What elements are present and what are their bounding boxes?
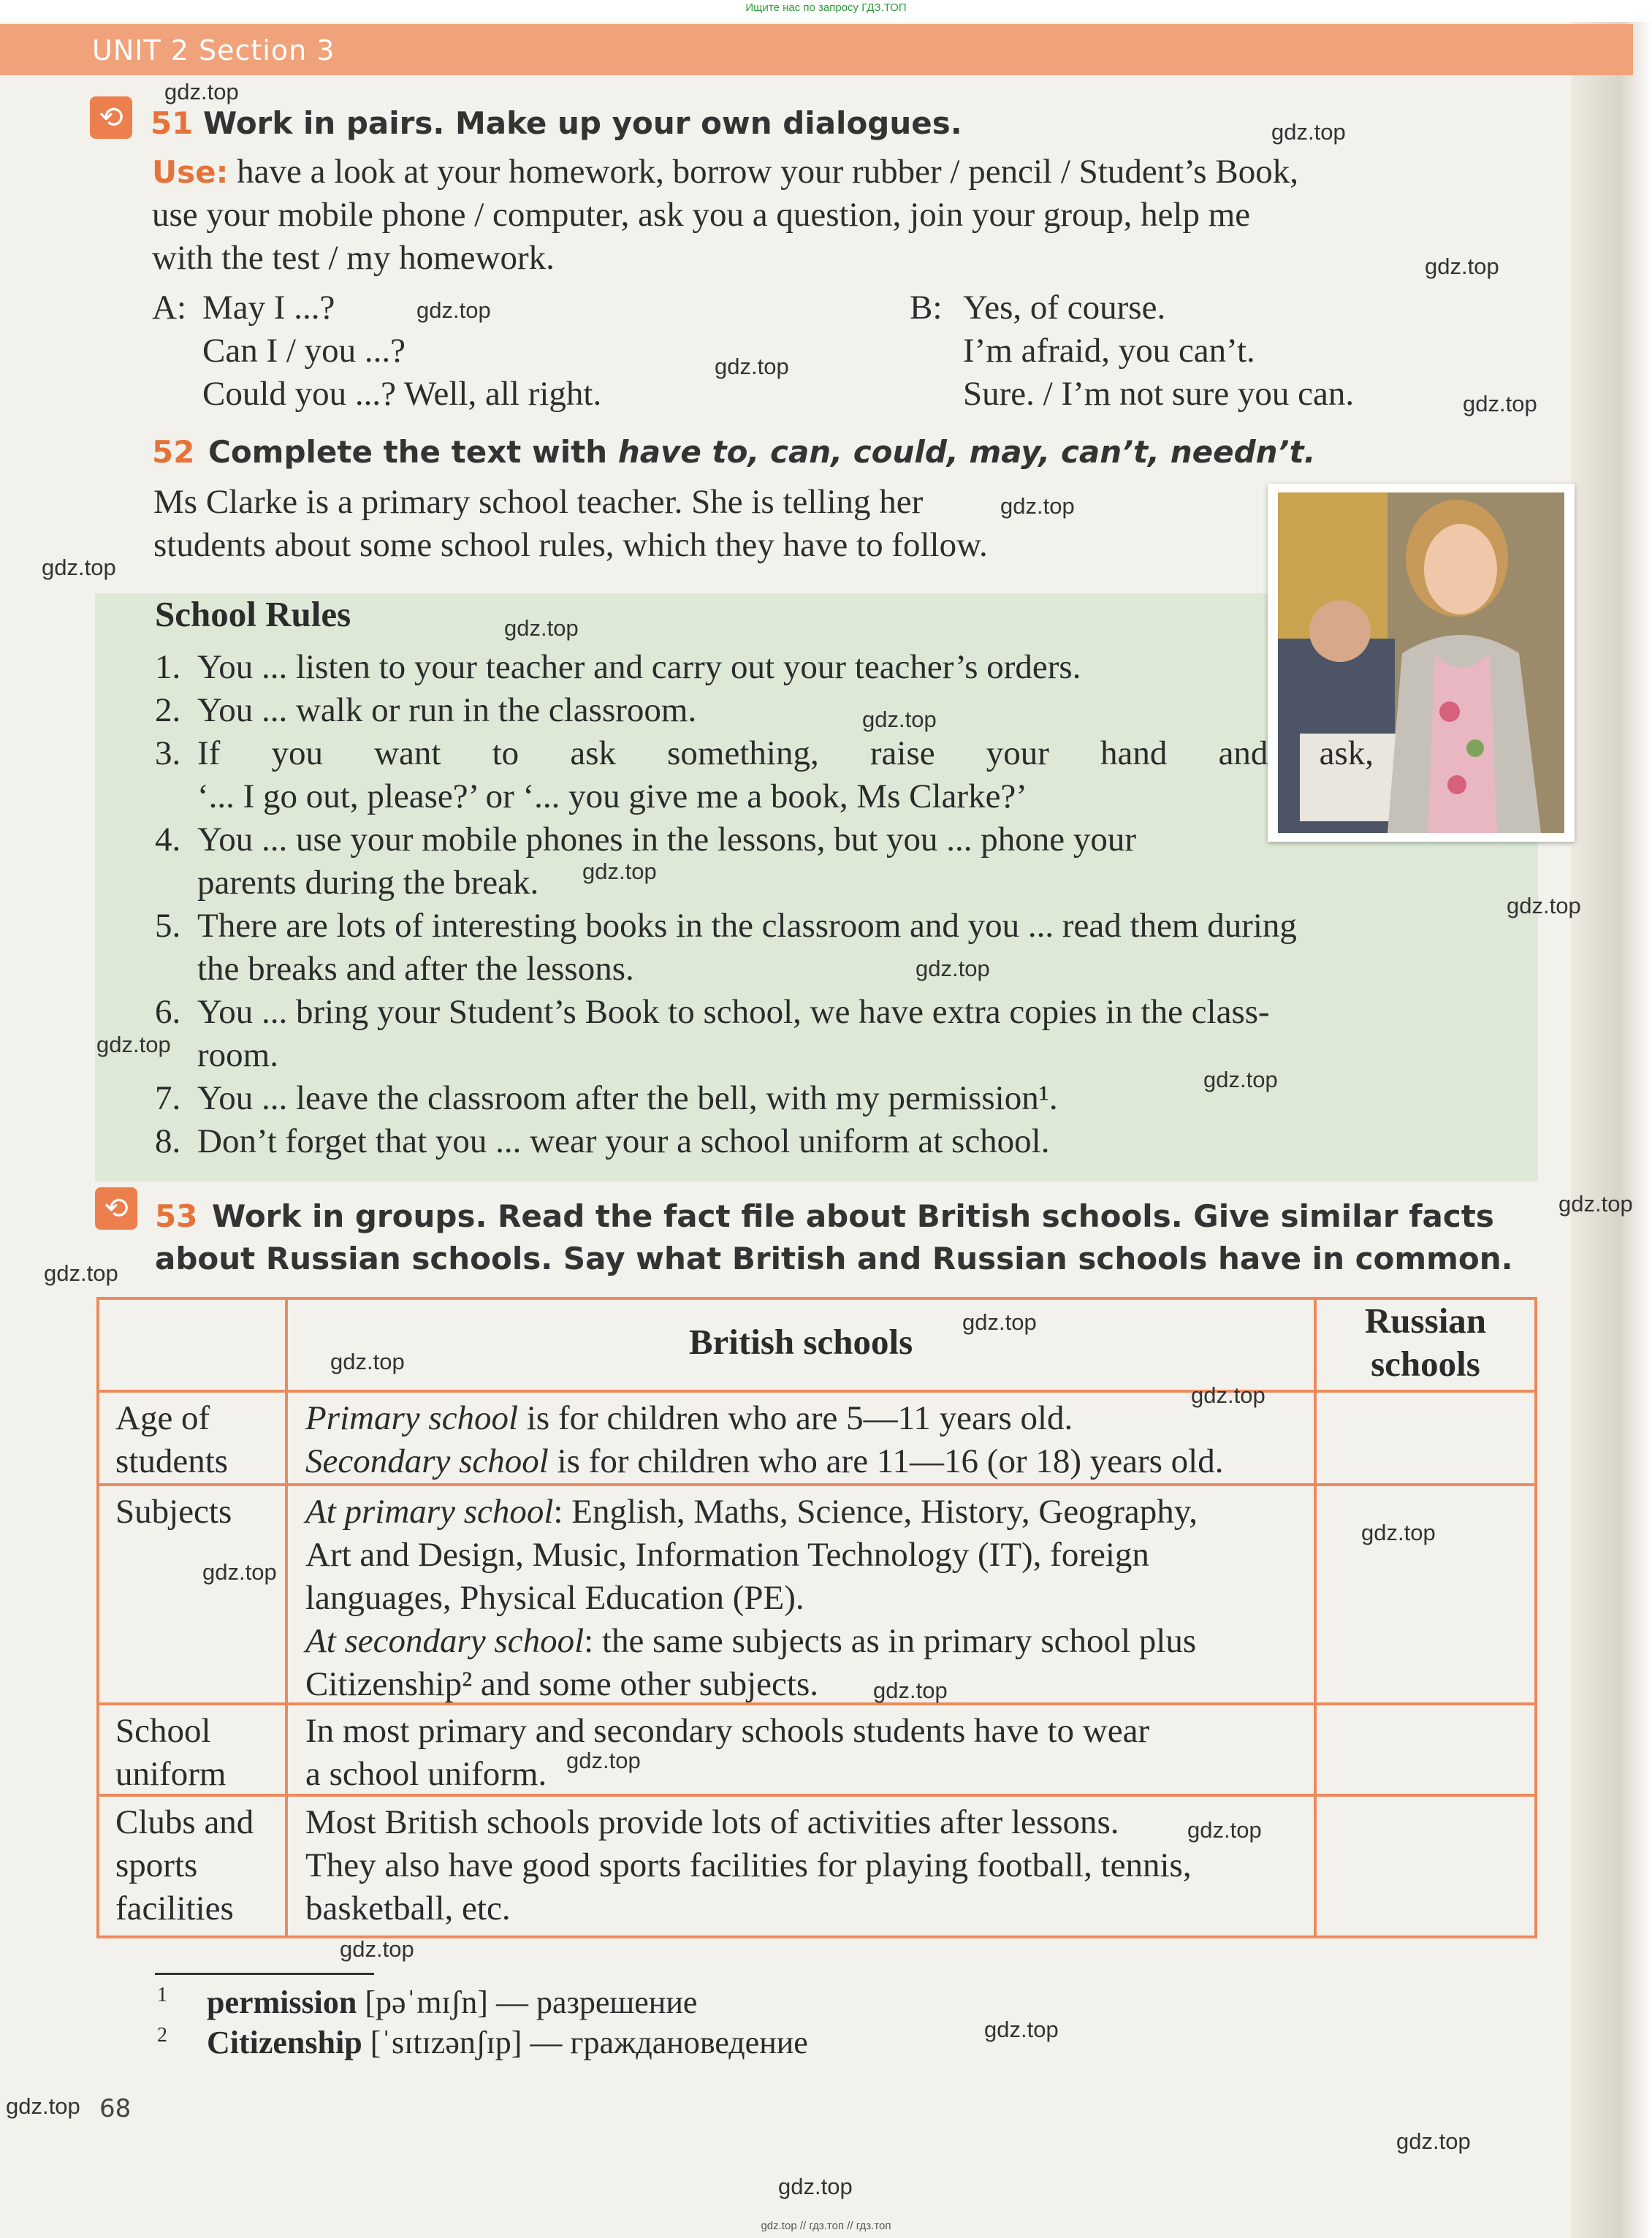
row-content [305,1491,1306,1706]
header-british-schools: British schools [688,1322,913,1362]
row-content-line [305,1753,1306,1796]
school-rule-5 [155,905,1397,948]
row-label [115,1397,228,1483]
rule-text: If you want to ask something, raise your hand and ask, [197,734,1374,772]
row-label-line: facilities [115,1889,234,1927]
rule-text: You ... walk or run in the classroom. [197,691,697,729]
content-text: In most primary and secondary schools students have to wear [305,1712,1150,1750]
row-content-line [305,1887,1306,1930]
italic-term: At secondary school [305,1622,585,1660]
row-label-line: uniform [115,1755,227,1793]
page-gutter-shadow [1571,22,1652,2238]
dialogue-b-lines: Yes, of course. I’m afraid, you can’t. Sure. / I’m not sure you can. [963,289,1355,413]
row-content [305,1397,1306,1483]
rule-text: You ... leave the classroom after the bell, with my permission¹. [197,1079,1058,1117]
row-content-line [305,1534,1306,1577]
watermark: gdz.top [96,1032,171,1057]
watermark: gdz.top [330,1349,405,1374]
rule-text: parents during the break. [197,864,539,902]
rule-number: 4. [155,821,181,859]
exercise-51-title: Work in pairs. Make up your own dialogues. [203,105,962,141]
row-label-line: Clubs and [115,1803,254,1841]
content-text: Art and Design, Music, Information Technology (IT), foreign [305,1536,1149,1574]
rule-text: ‘... I go out, please?’ or ‘... you give me a book, Ms Clarke?’ [197,777,1027,815]
use-line-1: Use: have a look at your homework, borrow your rubber / pencil / Student’s Book, [152,153,1298,191]
row-content-line [305,1844,1306,1887]
italic-term: Secondary school [305,1442,549,1480]
top-note: Ищите нас по запросу ГДЗ.ТОП [745,1,907,14]
watermark: gdz.top [1361,1520,1436,1545]
school-rule-5-cont [155,948,1397,991]
dialogue-a-label: A: [152,289,186,327]
row-content-line [305,1663,1306,1706]
watermark: gdz.top [778,2174,853,2199]
footnote-rule [155,1973,374,1975]
exercise-52-number: 52 [152,434,195,470]
use-line-3: with the test / my homework. [152,239,555,277]
school-rule-4 [155,818,1397,861]
watermark: gdz.top [416,297,491,323]
watermark: gdz.top [6,2093,80,2119]
watermark: gdz.top [1187,1817,1262,1843]
footnote-number: 2 [157,2024,167,2047]
content-text: Most British schools provide lots of activities after lessons. [305,1803,1119,1841]
watermark: gdz.top [1000,493,1075,519]
content-text: They also have good sports facilities for playing football, tennis, [305,1846,1192,1884]
rule-number: 7. [155,1079,181,1117]
exercise-53-title-line-1: Work in groups. Read the fact file about British schools. Give similar facts [212,1198,1494,1234]
row-label-line: Age of [115,1399,210,1437]
group-work-icon: ⟲ [95,1187,137,1230]
row-content-line [305,1397,1306,1440]
watermark: gdz.top [1463,391,1537,416]
table-divider [285,1297,288,1938]
content-text: Citizenship² and some other subjects. [305,1665,818,1703]
rule-text: room. [197,1036,278,1074]
watermark: gdz.top [1396,2128,1471,2154]
watermark: gdz.top [1507,893,1581,918]
rule-number: 1. [155,648,181,686]
row-label [115,1801,254,1930]
exercise-52-title: Complete the text with have to, can, could, may, can’t, needn’t. [208,434,1316,470]
watermark: gdz.top [582,859,657,884]
school-rules-title: School Rules [155,594,351,634]
content-text: is for children who are 11—16 (or 18) years old. [548,1442,1224,1480]
watermark: gdz.top [1191,1382,1265,1408]
content-text: basketball, etc. [305,1889,511,1927]
use-line-2: use your mobile phone / computer, ask you a question, join your group, help me [152,196,1251,234]
exercise-52-intro: Ms Clarke is a primary school teacher. She is telling her students about some school rules, which they have to follow. [153,483,988,564]
watermark: gdz.top [962,1309,1037,1335]
bottom-note: gdz.top // гдз.топ // гдз.топ [761,2220,891,2232]
row-content-line [305,1577,1306,1620]
exercise-53-title-line-2: about Russian schools. Say what British and Russian schools have in common. [155,1241,1513,1276]
watermark: gdz.top [164,79,239,104]
italic-term: At primary school [305,1493,554,1531]
watermark: gdz.top [42,555,116,580]
watermark: gdz.top [916,956,990,981]
footnote-1 [157,1984,697,2021]
watermark: gdz.top [862,707,937,732]
watermark: gdz.top [715,354,789,379]
content-text: a school uniform. [305,1755,547,1793]
footnote-2 [157,2024,808,2061]
exercise-53-number: 53 [155,1198,198,1234]
content-text: : the same subjects as in primary school plus [584,1622,1197,1660]
watermark: gdz.top [340,1936,414,1962]
row-content-line [305,1620,1306,1663]
watermark: gdz.top [1425,254,1499,279]
footnote-word: Citizenship [207,2025,362,2060]
watermark: gdz.top [44,1260,118,1286]
school-rule-8 [155,1120,1397,1163]
content-text: is for children who are 5—11 years old. [518,1399,1073,1437]
row-label [115,1710,226,1796]
rule-number: 8. [155,1122,181,1160]
row-content-line [305,1801,1306,1844]
exercise-51-number: 51 [151,105,194,141]
rule-number: 5. [155,907,181,945]
rule-number: 6. [155,993,181,1031]
content-text: : English, Maths, Science, History, Geography, [553,1493,1198,1531]
footnote-definition: [ˈsɪtɪzənʃɪp] — граждановедение [362,2025,808,2060]
table-divider [1314,1297,1317,1938]
row-content-line [305,1440,1306,1483]
watermark: gdz.top [504,615,579,641]
footnote-definition: [pəˈmɪʃn] — разрешение [357,1984,698,2020]
watermark: gdz.top [1271,119,1346,145]
footnote-number: 1 [157,1984,167,2006]
rule-text: You ... listen to your teacher and carry out your teacher’s orders. [197,648,1081,686]
row-content [305,1801,1306,1930]
watermark: gdz.top [1558,1191,1633,1217]
rule-text: You ... bring your Student’s Book to school, we have extra copies in the class- [197,993,1270,1031]
footnote-word: permission [207,1984,357,2020]
dialogue-a-lines: May I ...? Can I / you ...? Could you ...? Well, all right. [202,289,602,413]
watermark: gdz.top [1203,1067,1278,1092]
school-rule-3 [155,732,1397,775]
content-text: languages, Physical Education (PE). [305,1579,804,1617]
rule-text: You ... use your mobile phones in the lessons, but you ... phone your [197,821,1137,859]
watermark: gdz.top [566,1748,641,1773]
row-content-line [305,1491,1306,1534]
rule-text: There are lots of interesting books in the classroom and you ... read them during [197,907,1297,945]
italic-term: Primary school [305,1399,519,1437]
row-content-line [305,1710,1306,1753]
school-rule-6 [155,991,1397,1034]
rule-text: Don’t forget that you ... wear your a school uniform at school. [197,1122,1050,1160]
rule-text: the breaks and after the lessons. [197,950,634,988]
exercise-51-use-block [152,151,1467,280]
row-label-line: students [115,1442,229,1480]
rule-number: 2. [155,691,181,729]
row-label [115,1491,232,1534]
watermark: gdz.top [202,1559,277,1585]
row-content [305,1710,1306,1796]
unit-header: UNIT 2 Section 3 [92,34,335,66]
row-label-line: School [115,1712,211,1750]
table-divider [96,1483,1537,1486]
row-label-line: sports [115,1846,198,1884]
page-number: 68 [99,2094,132,2123]
watermark: gdz.top [984,2017,1059,2042]
school-rule-2 [155,689,1397,732]
rule-number: 3. [155,734,181,772]
use-label: Use: [152,154,229,190]
school-rule-4-cont [155,861,1397,905]
school-rule-1 [155,646,1397,689]
table-divider [96,1390,1537,1393]
pair-work-icon: ⟲ [90,96,132,139]
header-russian-schools: Russian schools [1364,1301,1487,1384]
row-label-line: Subjects [115,1493,232,1531]
dialogue-b-label: B: [910,289,943,327]
school-rule-3-cont [155,775,1397,818]
watermark: gdz.top [873,1678,948,1703]
